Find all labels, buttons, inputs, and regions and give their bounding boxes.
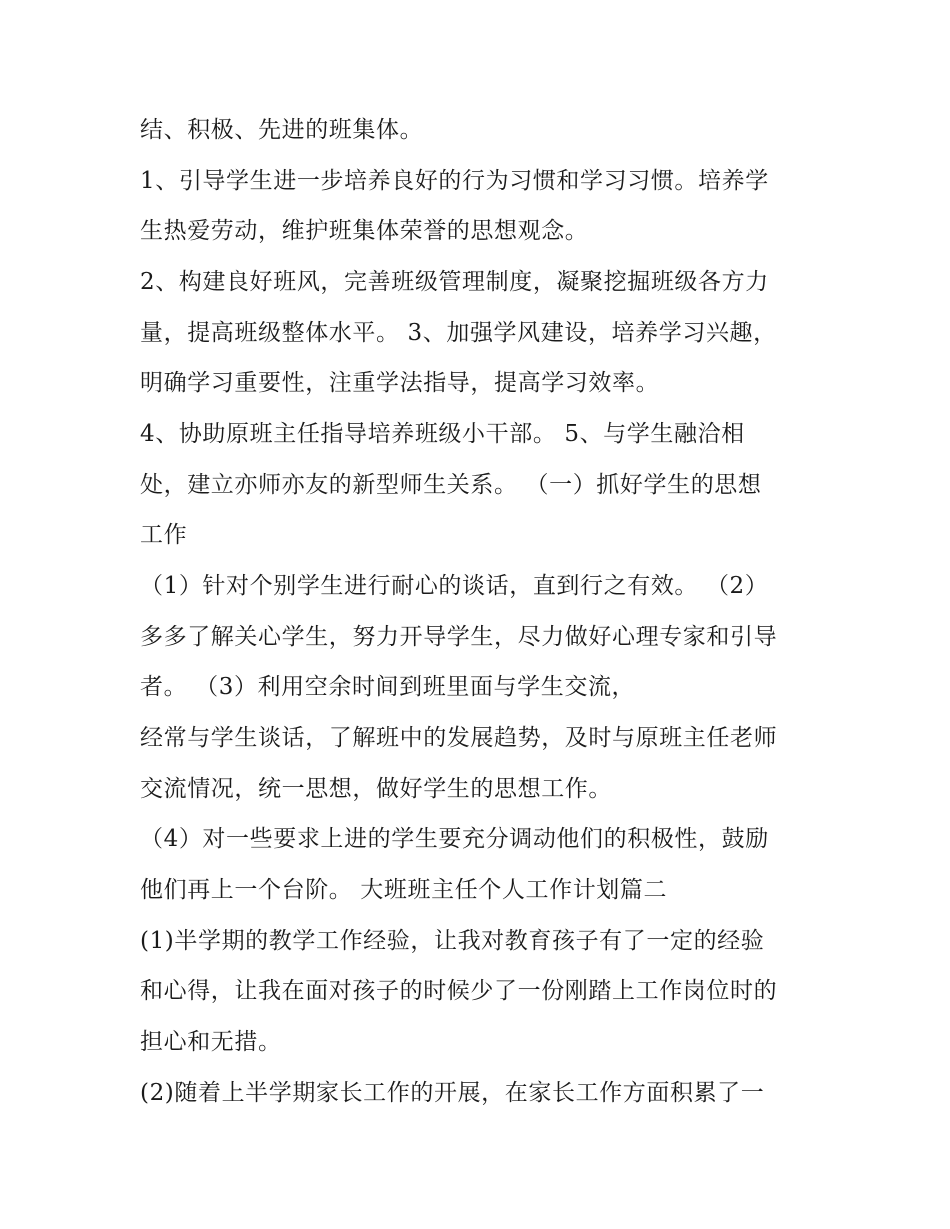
text-line-15: （4）对一些要求上进的学生要充分调动他们的积极性，鼓励 [140,826,769,852]
text-line-19: 担心和无措。 [140,1029,282,1055]
text-line-2: 1、引导学生进一步培养良好的行为习惯和学习习惯。培养学 [140,168,769,194]
text-line-16: 他们再上一个台阶。 大班班主任个人工作计划篇二 [140,877,668,903]
text-line-1: 结、积极、先进的班集体。 [140,117,424,143]
text-line-4: 2、构建良好班风，完善班级管理制度，凝聚挖掘班级各方力 [140,269,769,295]
text-line-13: 经常与学生谈话，了解班中的发展趋势，及时与原班主任老师 [140,725,778,751]
text-line-10: （1）针对个别学生进行耐心的谈话，直到行之有效。 （2） [140,573,769,599]
text-line-18: 和心得，让我在面对孩子的时候少了一份刚踏上工作岗位时的 [140,978,778,1004]
text-line-8: 处，建立亦师亦友的新型师生关系。 （一）抓好学生的思想 [140,472,762,498]
text-line-5: 量，提高班级整体水平。 3、加强学风建设，培养学习兴趣， [140,320,777,346]
text-line-6: 明确学习重要性，注重学法指导，提高学习效率。 [140,370,660,396]
text-line-20: (2)随着上半学期家长工作的开展，在家长工作方面积累了一 [140,1080,765,1106]
text-line-7: 4、协助原班主任指导培养班级小干部。 5、与学生融洽相 [140,421,745,447]
text-line-14: 交流情况，统一思想，做好学生的思想工作。 [140,776,612,802]
text-line-17: (1)半学期的教学工作经验，让我对教育孩子有了一定的经验 [140,928,765,954]
text-line-11: 多多了解关心学生，努力开导学生，尽力做好心理专家和引导 [140,624,778,650]
text-line-3: 生热爱劳动，维护班集体荣誉的思想观念。 [140,218,589,244]
text-line-9: 工作 [140,522,188,548]
text-line-12: 者。 （3）利用空余时间到班里面与学生交流， [140,674,636,700]
